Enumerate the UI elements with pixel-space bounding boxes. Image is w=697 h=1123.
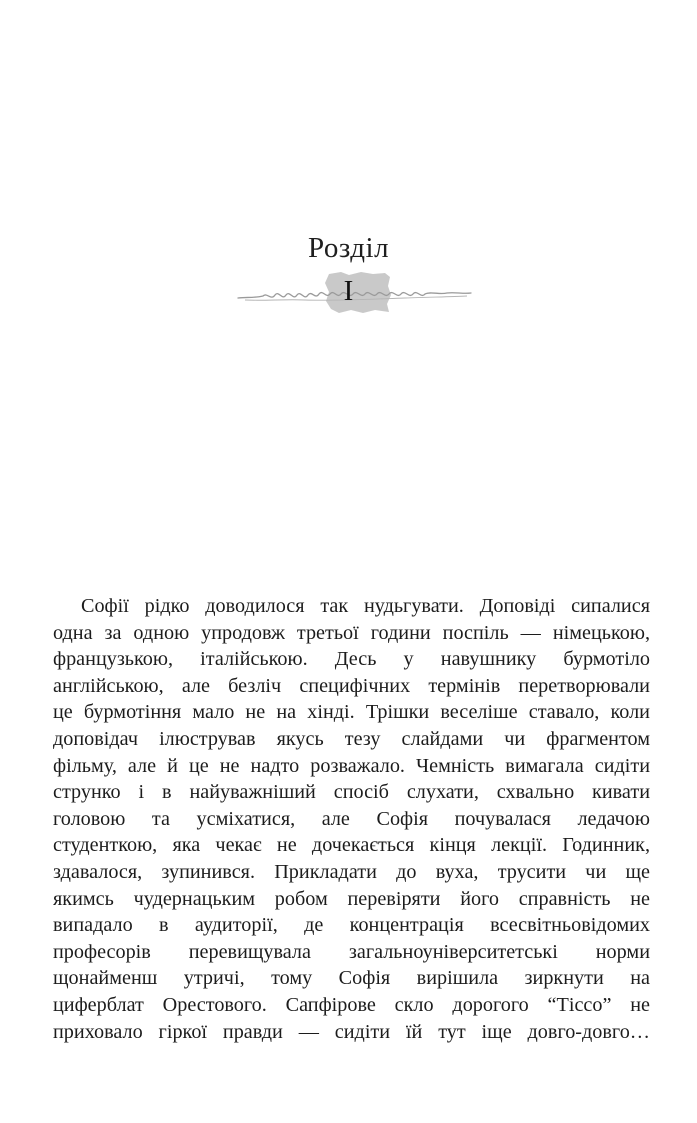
paragraph-line: якимсь чудернацьким робом перевіряти його справність не	[53, 887, 650, 910]
paragraph-line: англійською, але безліч специфічних термінів перетворювали	[53, 674, 650, 697]
paragraph-line: здавалося, зупинився. Прикладати до вуха, трусити чи ще	[53, 860, 650, 883]
paragraph-line: фільму, але й це не надто розважало. Чемність вимагала сидіти	[53, 754, 650, 777]
paragraph-line: професорів перевищувала загальноуніверситетські норми	[53, 940, 650, 963]
paragraph-line: одна за одною упродовж третьої години поспіль — німецькою,	[53, 621, 650, 644]
paragraph-line: струнко і в найуважніший спосіб слухати, схвально кивати	[53, 781, 650, 804]
chapter-number: I	[343, 275, 354, 307]
paragraph-line: щонайменш утричі, тому Софія вирішила зиркнути на	[53, 967, 650, 990]
paragraph-line: випадало в аудиторії, де концентрація всесвітньовідомих	[53, 914, 650, 937]
paragraph-line: приховало гіркої правди — сидіти їй тут іще довго-довго…	[53, 1020, 650, 1043]
paragraph-line: це бурмотіння мало не на хінді. Трішки веселіше ставало, коли	[53, 701, 650, 724]
paragraph-line: студенткою, яка чекає не дочекається кінця лекції. Годинник,	[53, 834, 650, 857]
paragraph-line: циферблат Орестового. Сапфірове скло дорогого “Тіссо” не	[53, 993, 650, 1016]
paragraph-line: головою та усміхатися, але Софія почувалася ледачою	[53, 807, 650, 830]
paragraph-line: французькою, італійською. Десь у навушнику бурмотіло	[53, 648, 650, 671]
paragraph-line: доповідач ілюстрував якусь тезу слайдами чи фрагментом	[53, 727, 650, 750]
paragraph-line: Софії рідко доводилося так нудьгувати. Доповіді сипалися	[81, 595, 650, 617]
chapter-heading: Розділ	[307, 232, 390, 264]
paragraph	[53, 593, 650, 1045]
